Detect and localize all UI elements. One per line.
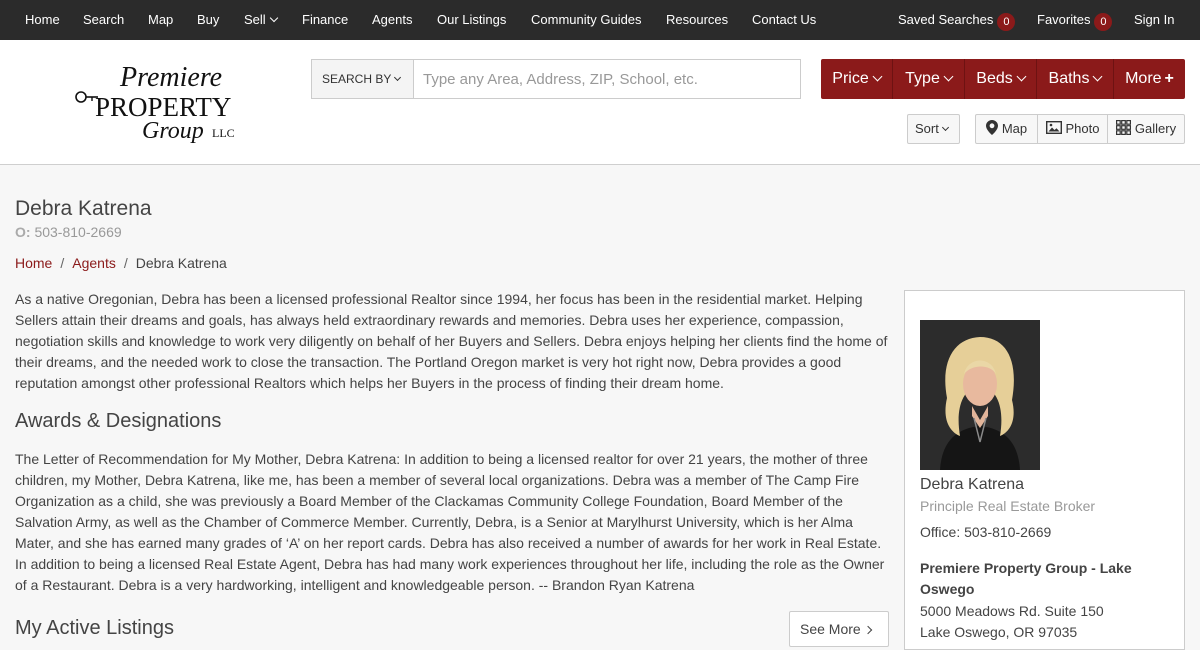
breadcrumb-current: Debra Katrena <box>135 255 227 271</box>
favorites-count-badge: 0 <box>1094 13 1112 31</box>
saved-searches-link[interactable] <box>898 0 1015 40</box>
chevron-down-icon <box>1016 72 1026 82</box>
more-filters-label: More <box>1125 70 1162 87</box>
chevron-down-icon <box>943 72 953 82</box>
photo-view-label: Photo <box>1065 121 1100 136</box>
search-bar <box>311 59 801 99</box>
sort-dropdown[interactable] <box>907 114 960 144</box>
nav-our-listings[interactable]: Our Listings <box>437 12 507 27</box>
map-marker-icon <box>986 120 998 135</box>
map-view-button[interactable] <box>976 115 1038 143</box>
breadcrumb-home[interactable]: Home <box>15 255 53 271</box>
chevron-down-icon <box>394 74 401 81</box>
filter-bar <box>821 59 1185 99</box>
baths-filter-button[interactable] <box>1037 59 1114 99</box>
baths-filter-label: Baths <box>1048 70 1090 87</box>
phone-number[interactable]: 503-810-2669 <box>34 224 122 240</box>
agent-bio: As a native Oregonian, Debra has been a licensed professional Realtor since 1994, her focus has been in the residential market. Helping Sellers attain their dreams and goals, has always held extraordinary rewards and memories. Debra uses her experience, compassion, negotiation skills and knowledge to work very diligently on behalf of her Buyers and Sellers. Debra enjoys helping her clients find the home of their dreams, and the needed work to close the transaction. The Portland Oregon market is very hot right now, Debra provides a good reputation amongst other professional Realtors which helps her Buyers in the process of finding their dream home. <box>15 291 888 391</box>
gallery-view-button[interactable] <box>1108 115 1184 143</box>
more-filters-button[interactable] <box>1114 59 1185 99</box>
logo-line-3: Group <box>142 118 204 144</box>
nav-map[interactable]: Map <box>148 12 174 27</box>
active-listings-heading: My Active Listings <box>15 617 174 639</box>
breadcrumb <box>15 255 227 271</box>
breadcrumb-agents[interactable]: Agents <box>72 255 116 271</box>
card-firm-name: Premiere Property Group - Lake Oswego <box>920 560 1132 597</box>
favorites-label: Favorites <box>1037 12 1091 27</box>
breadcrumb-separator: / <box>123 255 128 271</box>
logo-line-1: Premiere <box>120 62 223 93</box>
beds-filter-button[interactable] <box>965 59 1037 99</box>
nav-sell[interactable] <box>244 0 277 40</box>
header <box>0 40 1200 165</box>
photo-view-button[interactable] <box>1038 115 1108 143</box>
plus-icon: + <box>1164 70 1174 87</box>
view-toggle-group <box>975 114 1185 144</box>
nav-buy[interactable]: Buy <box>197 12 220 27</box>
nav-search[interactable]: Search <box>83 12 125 27</box>
see-more-label: See More <box>800 621 861 637</box>
type-filter-label: Type <box>905 70 940 87</box>
card-agent-title: Principle Real Estate Broker <box>920 498 1096 514</box>
chevron-down-icon <box>1093 72 1103 82</box>
nav-home[interactable]: Home <box>25 12 60 27</box>
map-view-label: Map <box>1001 121 1028 136</box>
agent-photo <box>920 320 1040 470</box>
sign-in-link[interactable]: Sign In <box>1134 12 1175 27</box>
card-address-line-1: 5000 Meadows Rd. Suite 150 <box>920 603 1104 619</box>
company-logo[interactable] <box>70 58 240 146</box>
price-filter-button[interactable] <box>821 59 893 99</box>
see-more-button[interactable] <box>789 611 889 647</box>
search-by-label: SEARCH BY <box>322 72 392 86</box>
card-address <box>920 601 1104 643</box>
agent-phone <box>15 224 122 240</box>
chevron-down-icon <box>872 72 882 82</box>
logo-suffix: LLC <box>212 126 235 140</box>
nav-community-guides[interactable]: Community Guides <box>531 12 642 27</box>
nav-resources[interactable]: Resources <box>666 12 729 27</box>
price-filter-label: Price <box>832 70 869 87</box>
agent-contact-card <box>904 290 1185 650</box>
phone-prefix: O: <box>15 224 31 240</box>
search-by-dropdown[interactable] <box>312 60 414 98</box>
sort-label: Sort <box>915 121 939 136</box>
breadcrumb-separator: / <box>60 255 65 271</box>
chevron-right-icon <box>863 626 871 634</box>
type-filter-button[interactable] <box>893 59 965 99</box>
card-address-line-2: Lake Oswego, OR 97035 <box>920 624 1078 640</box>
nav-agents[interactable]: Agents <box>372 12 413 27</box>
logo-line-2: PROPERTY <box>95 92 232 122</box>
awards-text: The Letter of Recommendation for My Mother, Debra Katrena: In addition to being a licensed realtor for over 21 years, the mother of three children, my Mother, Debra Katrena, like me, has been a member of several local organizations. Debra was a member of The Camp Fire Organization as a child, she was previously a Board Member of the Clackamas Community College Foundation, Board Member of the Salvation Army, as well as the Chamber of Commerce Member. Currently, Debra, is a Senior at Marylhurst University, which is her Alma Mater, and she has earned many grades of ‘A’ on her report cards. Debra has also received a number of awards for her work in Real Estate. In addition to being a licensed Real Estate Agent, Debra has had many work experiences throughout her life, including the role as the Owner of a Restaurant. Debra is a very hardworking, intelligent and knowledgeable person. -- Brandon Ryan Katrena <box>15 451 885 593</box>
beds-filter-label: Beds <box>976 70 1013 87</box>
nav-finance[interactable]: Finance <box>302 12 349 27</box>
image-icon <box>1046 121 1062 134</box>
saved-searches-count-badge: 0 <box>997 13 1015 31</box>
top-navigation <box>0 0 1200 40</box>
page-title: Debra Katrena <box>15 197 152 220</box>
chevron-down-icon <box>269 14 277 22</box>
chevron-down-icon <box>942 124 949 131</box>
grid-icon <box>1116 120 1131 135</box>
saved-searches-label: Saved Searches <box>898 12 994 27</box>
search-input[interactable] <box>415 60 800 98</box>
card-office-phone[interactable]: Office: 503-810-2669 <box>920 524 1052 540</box>
nav-contact-us[interactable]: Contact Us <box>752 12 817 27</box>
favorites-link[interactable] <box>1037 0 1112 40</box>
nav-sell-label: Sell <box>244 12 266 27</box>
awards-heading: Awards & Designations <box>15 410 222 432</box>
card-agent-name: Debra Katrena <box>920 476 1025 493</box>
gallery-view-label: Gallery <box>1134 121 1177 136</box>
